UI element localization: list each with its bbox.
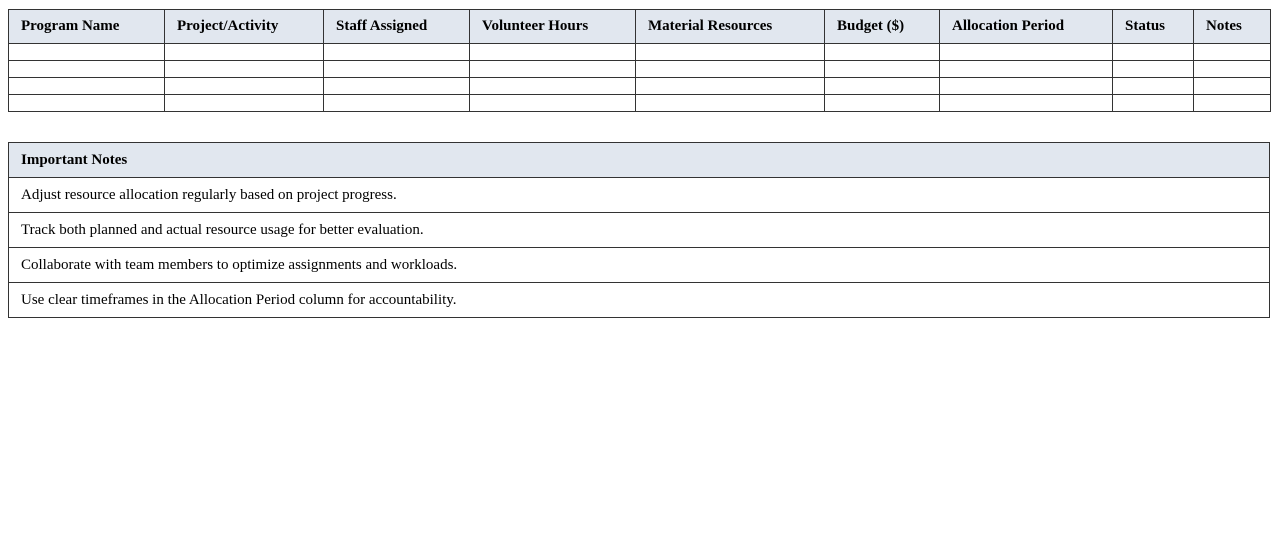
- table-cell[interactable]: [1113, 44, 1194, 61]
- col-program-name: Program Name: [9, 10, 165, 44]
- table-cell[interactable]: [1194, 95, 1271, 112]
- note-text: Track both planned and actual resource usage for better evaluation.: [9, 213, 1270, 248]
- resource-allocation-table: [8, 9, 1271, 112]
- table-cell[interactable]: [470, 44, 636, 61]
- note-row: [9, 178, 1270, 213]
- note-text: Use clear timeframes in the Allocation Period column for accountability.: [9, 283, 1270, 318]
- table-cell[interactable]: [165, 78, 324, 95]
- note-row: [9, 283, 1270, 318]
- col-budget: Budget ($): [825, 10, 940, 44]
- table-cell[interactable]: [636, 61, 825, 78]
- table-cell[interactable]: [9, 95, 165, 112]
- table-cell[interactable]: [9, 78, 165, 95]
- table-cell[interactable]: [165, 95, 324, 112]
- note-row: [9, 248, 1270, 283]
- col-notes: Notes: [1194, 10, 1271, 44]
- table-cell[interactable]: [1113, 95, 1194, 112]
- table-cell[interactable]: [1194, 78, 1271, 95]
- table-cell[interactable]: [940, 78, 1113, 95]
- table-cell[interactable]: [324, 61, 470, 78]
- table-cell[interactable]: [636, 78, 825, 95]
- table-cell[interactable]: [825, 61, 940, 78]
- table-cell[interactable]: [324, 44, 470, 61]
- table-row: [9, 61, 1271, 78]
- col-allocation-period: Allocation Period: [940, 10, 1113, 44]
- table-row: [9, 95, 1271, 112]
- table-cell[interactable]: [9, 44, 165, 61]
- table-cell[interactable]: [1194, 44, 1271, 61]
- table-cell[interactable]: [825, 44, 940, 61]
- important-notes-table: [8, 142, 1270, 318]
- table-cell[interactable]: [825, 78, 940, 95]
- col-project-activity: Project/Activity: [165, 10, 324, 44]
- table-cell[interactable]: [9, 61, 165, 78]
- table-cell[interactable]: [470, 95, 636, 112]
- table-row: [9, 44, 1271, 61]
- table-cell[interactable]: [1113, 78, 1194, 95]
- table-cell[interactable]: [1194, 61, 1271, 78]
- table-cell[interactable]: [470, 61, 636, 78]
- note-text: Adjust resource allocation regularly based on project progress.: [9, 178, 1270, 213]
- table-cell[interactable]: [940, 61, 1113, 78]
- table-cell[interactable]: [470, 78, 636, 95]
- table-cell[interactable]: [636, 44, 825, 61]
- table-cell[interactable]: [324, 95, 470, 112]
- table-cell[interactable]: [165, 61, 324, 78]
- header-row: [9, 10, 1271, 44]
- col-material-resources: Material Resources: [636, 10, 825, 44]
- table-cell[interactable]: [825, 95, 940, 112]
- notes-header-row: [9, 143, 1270, 178]
- table-cell[interactable]: [165, 44, 324, 61]
- col-staff-assigned: Staff Assigned: [324, 10, 470, 44]
- col-volunteer-hours: Volunteer Hours: [470, 10, 636, 44]
- table-row: [9, 78, 1271, 95]
- note-row: [9, 213, 1270, 248]
- note-text: Collaborate with team members to optimize assignments and workloads.: [9, 248, 1270, 283]
- col-status: Status: [1113, 10, 1194, 44]
- notes-header: Important Notes: [9, 143, 1270, 178]
- table-cell[interactable]: [636, 95, 825, 112]
- table-cell[interactable]: [324, 78, 470, 95]
- table-cell[interactable]: [940, 95, 1113, 112]
- table-cell[interactable]: [1113, 61, 1194, 78]
- table-cell[interactable]: [940, 44, 1113, 61]
